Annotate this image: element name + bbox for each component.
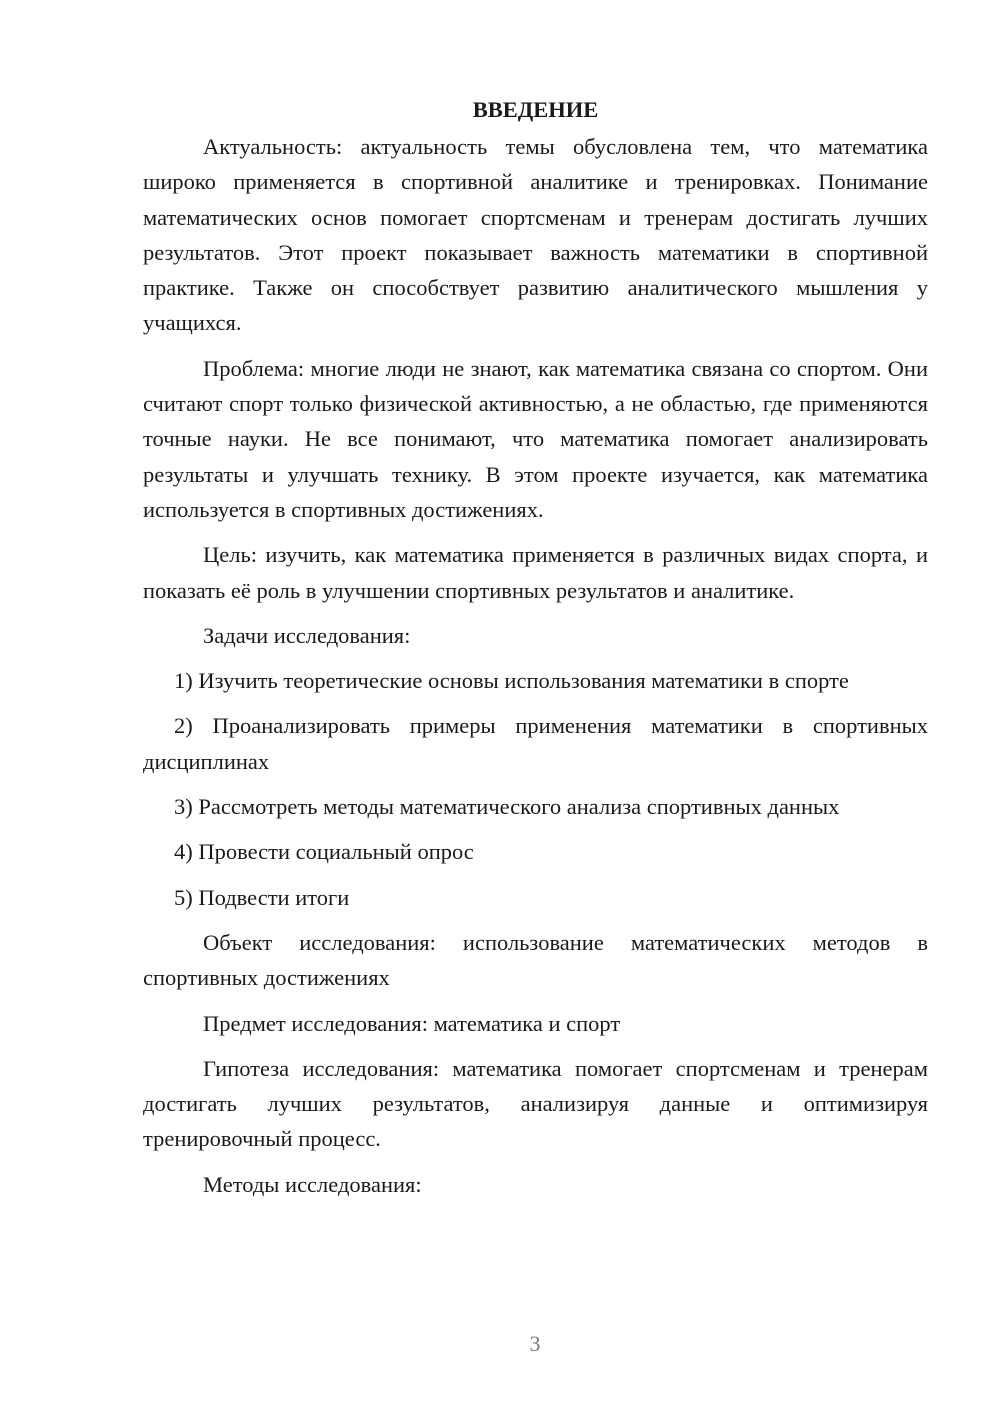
subject-paragraph: Предмет исследования: математика и спорт	[203, 1010, 621, 1036]
problem-paragraph: Проблема: многие люди не знают, как математика связана со спортом. Они считают спорт только физической активностью, а не областью, где применяются точные науки. Не все понимают, что математика помогает анализировать результаты и улучшать технику. В этом проекте изучается, как математика используется в спортивных достижениях.	[143, 355, 928, 522]
page-number: 3	[529, 1331, 541, 1356]
goal-paragraph: Цель: изучить, как математика применяется в различных видах спорта, и показать её роль в улучшении спортивных результатов и аналитике.	[143, 542, 928, 603]
task-item-4: 4) Провести социальный опрос	[174, 839, 474, 865]
tasks-heading: Задачи исследования:	[203, 622, 411, 648]
task-item-1: 1) Изучить теоретические основы использования математики в спорте	[174, 668, 849, 694]
document-page	[143, 92, 928, 1212]
task-item-2: 2) Проанализировать примеры применения математики в спортивных дисциплинах	[143, 713, 928, 774]
page-title: ВВЕДЕНИЕ	[472, 97, 599, 122]
task-item-5: 5) Подвести итоги	[174, 884, 350, 910]
methods-paragraph: Методы исследования:	[203, 1171, 422, 1197]
object-paragraph: Объект исследования: использование математических методов в спортивных достижениях	[143, 929, 928, 991]
hypothesis-paragraph: Гипотеза исследования: математика помогает спортсменам и тренерам достигать лучших результатов, анализируя данные и оптимизируя тренировочный процесс.	[143, 1055, 928, 1152]
task-item-3: 3) Рассмотреть методы математического анализа спортивных данных	[174, 794, 840, 820]
relevance-paragraph: Актуальность: актуальность темы обусловлена тем, что математика широко применяется в спортивной аналитике и тренировках. Понимание математических основ помогает спортсменам и тренерам достигать лучших результатов. Этот проект показывает важность математики в спортивной практике. Также он способствует развитию аналитического мышления у учащихся.	[143, 134, 928, 336]
